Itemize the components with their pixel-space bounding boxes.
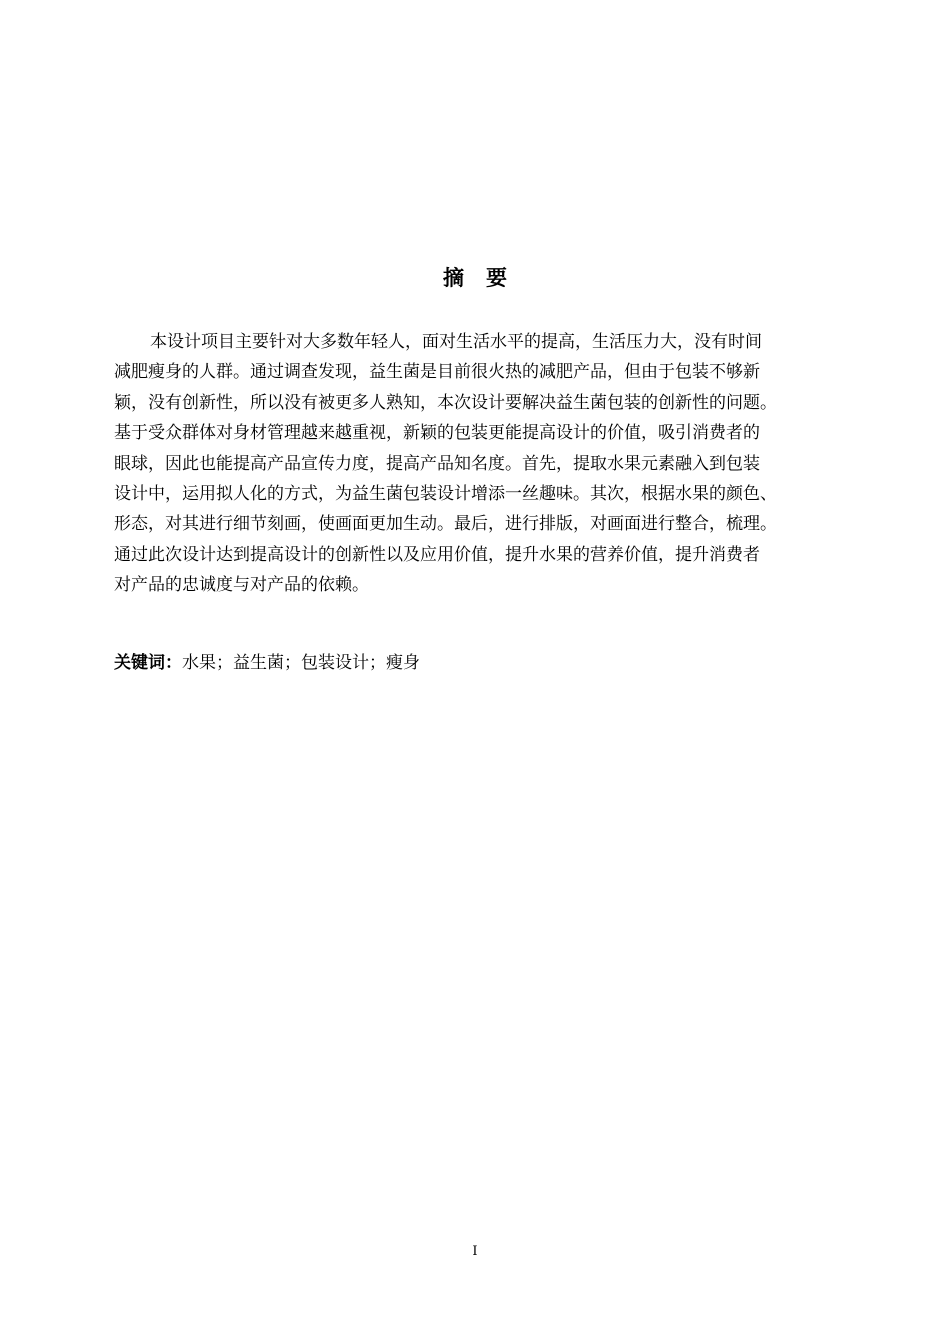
- abstract-line-7: 形态，对其进行细节刻画，使画面更加生动。最后，进行排版，对画面进行整合，梳理。: [114, 514, 777, 535]
- abstract-line-5: 眼球，因此也能提高产品宣传力度，提高产品知名度。首先，提取水果元素融入到包装: [114, 453, 760, 474]
- abstract-line-6: 设计中，运用拟人化的方式，为益生菌包装设计增添一丝趣味。其次，根据水果的颜色、: [114, 483, 777, 504]
- abstract-line-2: 减肥瘦身的人群。通过调查发现，益生菌是目前很火热的减肥产品，但由于包装不够新: [114, 362, 760, 383]
- abstract-line-4: 基于受众群体对身材管理越来越重视，新颖的包装更能提高设计的价值，吸引消费者的: [114, 423, 760, 444]
- abstract-line-1: [114, 327, 864, 357]
- abstract-title-char-2: 要: [486, 266, 507, 290]
- abstract-line-1-text: 本设计项目主要针对大多数年轻人，面对生活水平的提高，生活压力大，没有时间: [150, 332, 762, 352]
- abstract-line-9: 对产品的忠诚度与对产品的依赖。: [114, 575, 369, 596]
- keywords-text: 水果；益生菌；包装设计；瘦身: [182, 653, 420, 673]
- keywords-line: [114, 649, 420, 677]
- page-number: I: [472, 1244, 478, 1259]
- keywords-label: 关键词：: [114, 653, 182, 673]
- abstract-title: [0, 262, 950, 294]
- abstract-body: [114, 327, 864, 601]
- abstract-line-3: 颖，没有创新性，所以没有被更多人熟知，本次设计要解决益生菌包装的创新性的问题。: [114, 392, 777, 413]
- abstract-title-char-1: 摘: [443, 266, 464, 290]
- abstract-line-8: 通过此次设计达到提高设计的创新性以及应用价值，提升水果的营养价值，提升消费者: [114, 544, 760, 565]
